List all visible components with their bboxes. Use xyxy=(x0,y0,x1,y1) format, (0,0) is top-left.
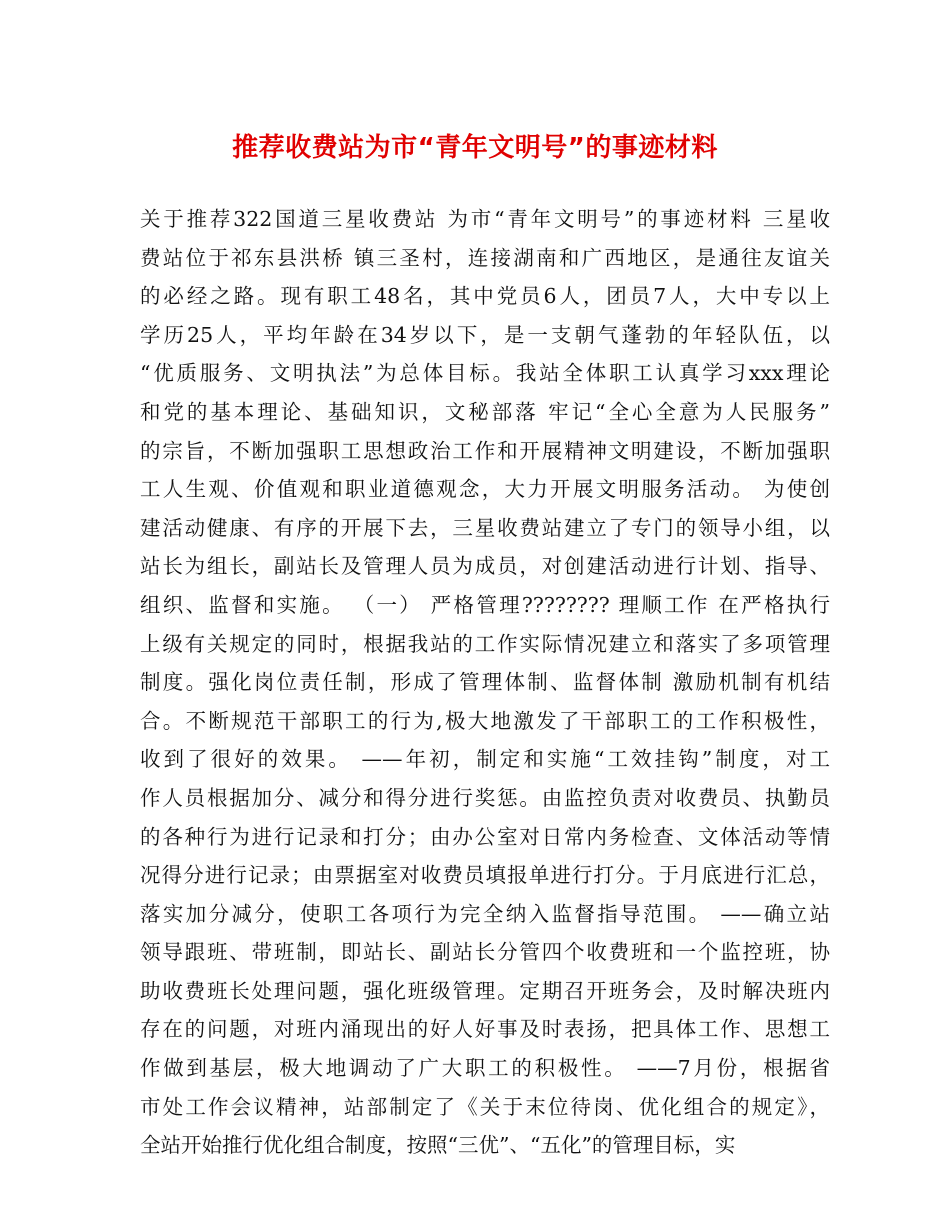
body-line: 的必经之路。现有职工48名，其中党员6人，团员7人，大中专以上 xyxy=(140,284,830,309)
body-line: 作做到基层，极大地调动了广大职工的积极性。 ——7月份，根据省 xyxy=(140,1056,830,1081)
body-line: 助收费班长处理问题，强化班级管理。定期召开班务会，及时解决班内 xyxy=(140,978,830,1003)
document-title: 推荐收费站为市“青年文明号”的事迹材料 xyxy=(232,133,718,163)
body-line: 工人生观、价值观和职业道德观念，大力开展文明服务活动。 为使创 xyxy=(140,477,830,502)
body-line: 的各种行为进行记录和打分；由办公室对日常内务检查、文体活动等情 xyxy=(140,824,830,849)
document-body xyxy=(140,200,830,1165)
body-line: 站长为组长，副站长及管理人员为成员，对创建活动进行计划、指导、 xyxy=(140,554,830,579)
body-line: 领导跟班、带班制，即站长、副站长分管四个收费班和一个监控班，协 xyxy=(140,940,830,965)
body-line: 全站开始推行优化组合制度，按照“三优”、“五化”的管理目标，实 xyxy=(140,1133,736,1158)
body-line: 收到了很好的效果。 ——年初，制定和实施“工效挂钩”制度，对工 xyxy=(140,747,830,772)
body-line: 存在的问题，对班内涌现出的好人好事及时表扬，把具体工作、思想工 xyxy=(140,1017,830,1042)
body-line: 市处工作会议精神，站部制定了《关于末位待岗、优化组合的规定》， xyxy=(140,1094,830,1119)
body-line: 落实加分减分，使职工各项行为完全纳入监督指导范围。 ——确立站 xyxy=(140,901,830,926)
body-line: 合。不断规范干部职工的行为,极大地激发了干部职工的工作积极性， xyxy=(140,708,830,733)
body-line: 费站位于祁东县洪桥 镇三圣村，连接湖南和广西地区，是通往友谊关 xyxy=(140,245,830,270)
body-line: 制度。强化岗位责任制，形成了管理体制、监督体制 激励机制有机结 xyxy=(140,670,830,695)
body-line: 作人员根据加分、减分和得分进行奖惩。由监控负责对收费员、执勤员 xyxy=(140,785,830,810)
body-line: 和党的基本理论、基础知识，文秘部落 牢记“全心全意为人民服务” xyxy=(140,399,830,424)
body-line: “优质服务、文明执法”为总体目标。我站全体职工认真学习xxx理论 xyxy=(140,361,830,386)
body-line: 建活动健康、有序的开展下去，三星收费站建立了专门的领导小组，以 xyxy=(140,515,830,540)
body-line: 况得分进行记录；由票据室对收费员填报单进行打分。于月底进行汇总， xyxy=(140,863,830,888)
body-line: 组织、监督和实施。 （一） 严格管理???????? 理顺工作 在严格执行 xyxy=(140,592,830,617)
body-line: 上级有关规定的同时，根据我站的工作实际情况建立和落实了多项管理 xyxy=(140,631,830,656)
body-line: 学历25人，平均年龄在34岁以下，是一支朝气蓬勃的年轻队伍，以 xyxy=(140,322,830,347)
body-line: 关于推荐322国道三星收费站 为市“青年文明号”的事迹材料 三星收 xyxy=(140,207,830,231)
body-line: 的宗旨，不断加强职工思想政治工作和开展精神文明建设，不断加强职 xyxy=(140,438,830,463)
